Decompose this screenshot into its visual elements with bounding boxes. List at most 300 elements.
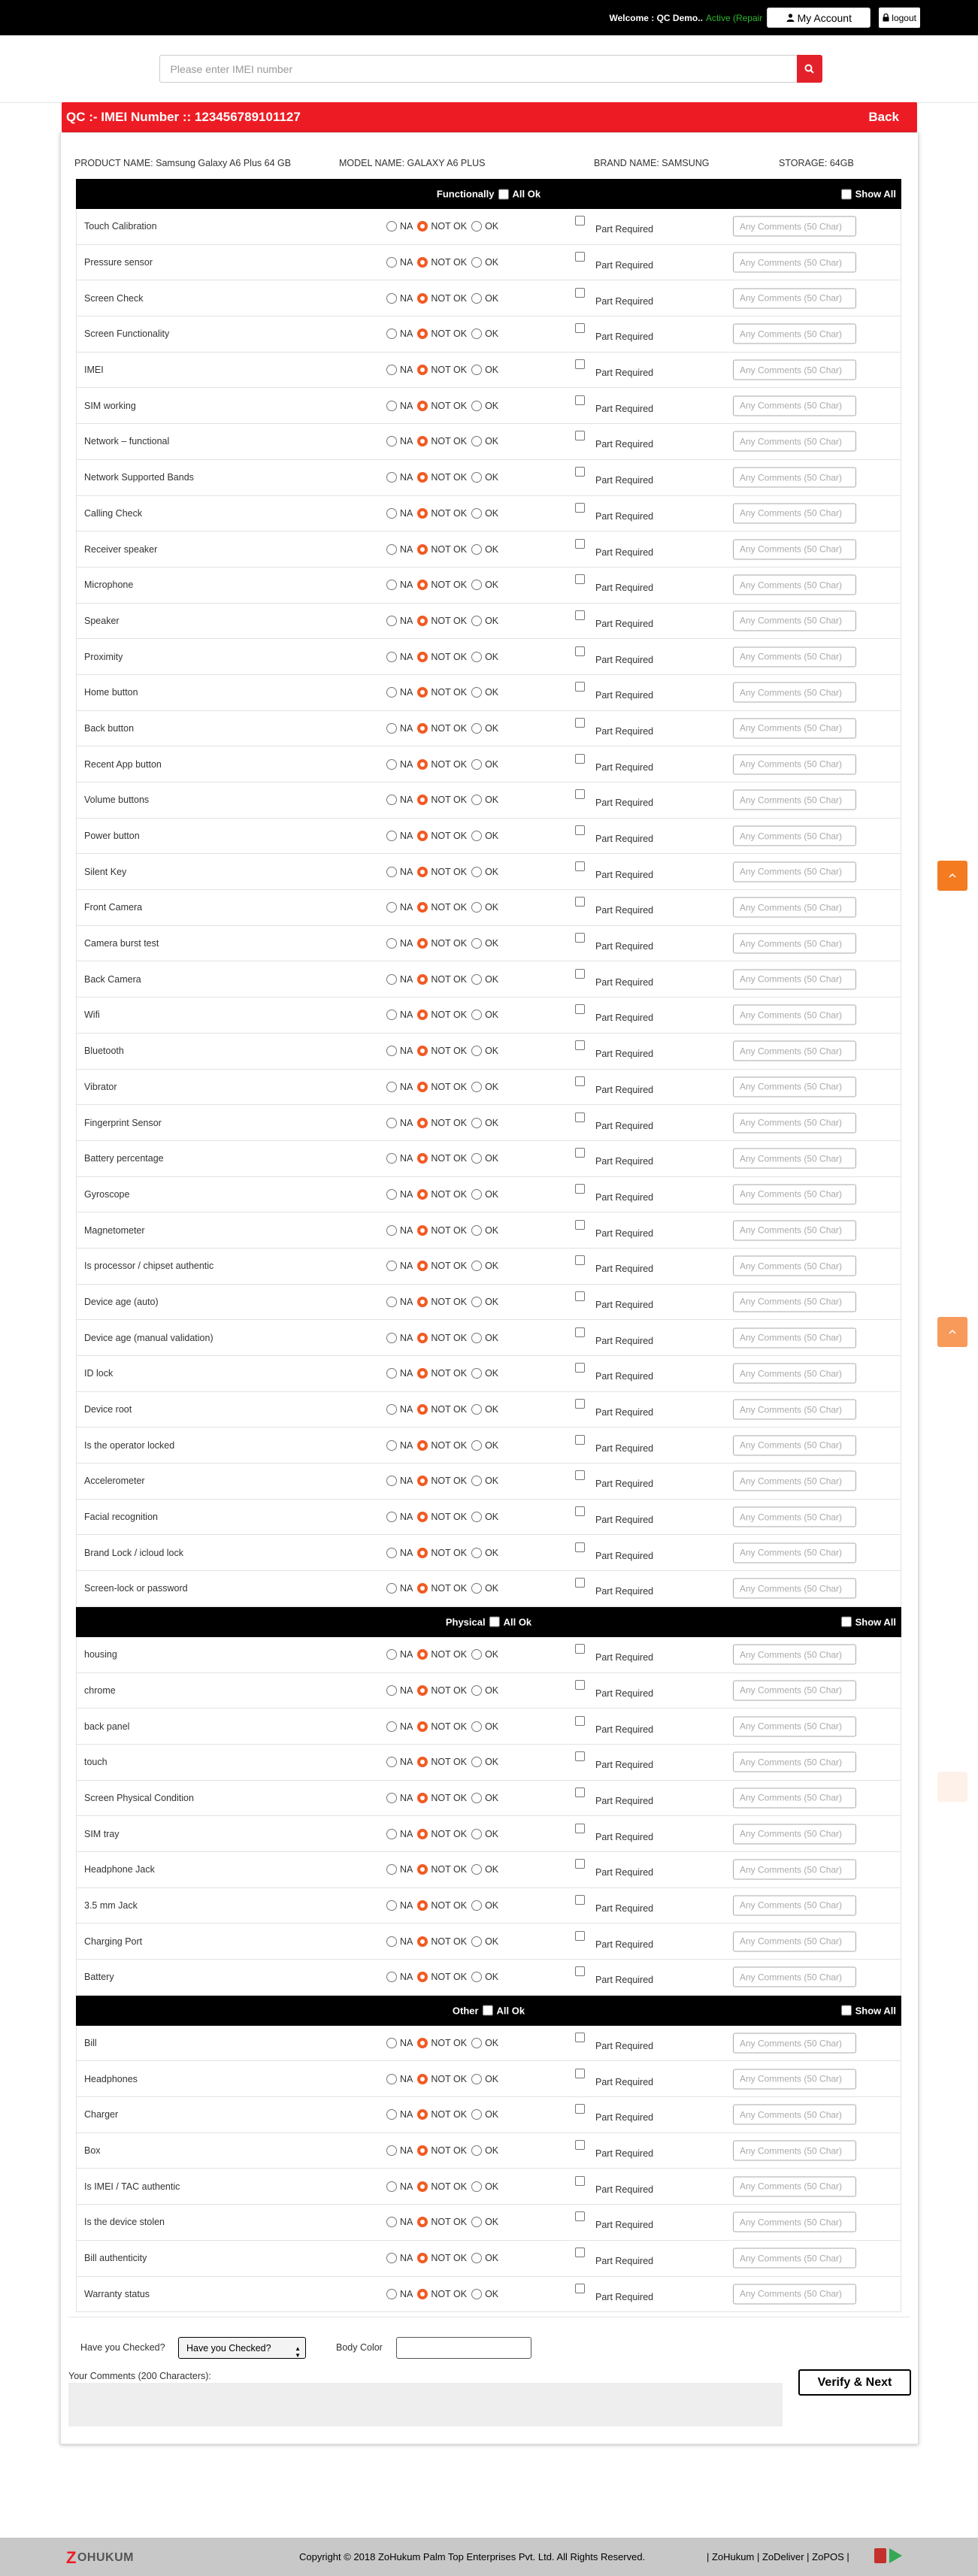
show-all-checkbox[interactable] (841, 2005, 852, 2016)
radio-not-ok[interactable] (417, 2181, 428, 2192)
radio-na[interactable] (386, 401, 397, 411)
radio-not-ok[interactable] (417, 616, 428, 626)
part-required-checkbox[interactable] (575, 1040, 585, 1050)
radio-ok[interactable] (471, 723, 482, 734)
part-required-checkbox[interactable] (575, 1542, 585, 1552)
radio-not-ok[interactable] (417, 1118, 428, 1128)
comment-input[interactable]: Any Comments (50 Char) (733, 288, 856, 308)
radio-ok[interactable] (471, 1649, 482, 1660)
radio-not-ok[interactable] (417, 1046, 428, 1056)
comment-input[interactable]: Any Comments (50 Char) (733, 503, 856, 523)
scroll-top-button[interactable] (937, 861, 967, 891)
part-required-checkbox[interactable] (575, 1291, 585, 1301)
radio-ok[interactable] (471, 2145, 482, 2156)
part-required-checkbox[interactable] (575, 431, 585, 440)
comment-input[interactable]: Any Comments (50 Char) (733, 2212, 856, 2232)
part-required-checkbox[interactable] (575, 1112, 585, 1122)
comment-input[interactable]: Any Comments (50 Char) (733, 683, 856, 703)
comment-input[interactable]: Any Comments (50 Char) (733, 1184, 856, 1204)
radio-ok[interactable] (471, 1583, 482, 1594)
comment-input[interactable]: Any Comments (50 Char) (733, 646, 856, 667)
radio-ok[interactable] (471, 1046, 482, 1056)
radio-na[interactable] (386, 616, 397, 626)
part-required-checkbox[interactable] (575, 1895, 585, 1905)
radio-not-ok[interactable] (417, 1333, 428, 1343)
part-required-checkbox[interactable] (575, 1966, 585, 1976)
part-required-checkbox[interactable] (575, 1255, 585, 1265)
part-required-checkbox[interactable] (575, 574, 585, 584)
radio-ok[interactable] (471, 508, 482, 519)
part-required-checkbox[interactable] (575, 2176, 585, 2186)
radio-ok[interactable] (471, 1512, 482, 1522)
comment-input[interactable]: Any Comments (50 Char) (733, 1645, 856, 1665)
radio-na[interactable] (386, 365, 397, 375)
radio-ok[interactable] (471, 1333, 482, 1343)
verify-next-button[interactable]: Verify & Next (798, 2369, 911, 2396)
radio-na[interactable] (386, 759, 397, 770)
radio-not-ok[interactable] (417, 544, 428, 555)
radio-na[interactable] (386, 2217, 397, 2227)
radio-ok[interactable] (471, 1864, 482, 1875)
radio-ok[interactable] (471, 1010, 482, 1020)
part-required-checkbox[interactable] (575, 323, 585, 333)
radio-not-ok[interactable] (417, 365, 428, 375)
radio-na[interactable] (386, 1900, 397, 1911)
part-required-checkbox[interactable] (575, 503, 585, 513)
part-required-checkbox[interactable] (575, 1787, 585, 1797)
part-required-checkbox[interactable] (575, 1399, 585, 1409)
radio-ok[interactable] (471, 1548, 482, 1558)
radio-na[interactable] (386, 1153, 397, 1164)
radio-ok[interactable] (471, 293, 482, 304)
radio-na[interactable] (386, 2038, 397, 2048)
comment-input[interactable]: Any Comments (50 Char) (733, 1471, 856, 1491)
imei-search-input[interactable]: Please enter IMEI number (159, 55, 797, 83)
all-ok-checkbox[interactable] (498, 189, 508, 199)
radio-na[interactable] (386, 1476, 397, 1486)
radio-not-ok[interactable] (417, 257, 428, 268)
comment-input[interactable]: Any Comments (50 Char) (733, 468, 856, 488)
youtube-icon[interactable] (874, 2548, 886, 2563)
radio-ok[interactable] (471, 1900, 482, 1911)
part-required-checkbox[interactable] (575, 718, 585, 728)
radio-na[interactable] (386, 436, 397, 446)
radio-not-ok[interactable] (417, 1721, 428, 1732)
part-required-checkbox[interactable] (575, 467, 585, 477)
radio-ok[interactable] (471, 1757, 482, 1767)
comment-input[interactable]: Any Comments (50 Char) (733, 1327, 856, 1348)
radio-ok[interactable] (471, 1118, 482, 1128)
radio-na[interactable] (386, 1972, 397, 1982)
radio-na[interactable] (386, 1046, 397, 1056)
part-required-checkbox[interactable] (575, 1076, 585, 1086)
radio-na[interactable] (386, 2181, 397, 2192)
radio-not-ok[interactable] (417, 1829, 428, 1839)
radio-ok[interactable] (471, 1829, 482, 1839)
comment-input[interactable]: Any Comments (50 Char) (733, 1005, 856, 1025)
comment-input[interactable]: Any Comments (50 Char) (733, 934, 856, 954)
radio-ok[interactable] (471, 2181, 482, 2192)
comment-input[interactable]: Any Comments (50 Char) (733, 1680, 856, 1700)
floating-button[interactable] (937, 1772, 967, 1802)
radio-ok[interactable] (471, 1368, 482, 1379)
comment-input[interactable]: Any Comments (50 Char) (733, 1967, 856, 1987)
comment-input[interactable]: Any Comments (50 Char) (733, 324, 856, 344)
part-required-checkbox[interactable] (575, 1716, 585, 1726)
radio-not-ok[interactable] (417, 938, 428, 949)
comment-input[interactable]: Any Comments (50 Char) (733, 2105, 856, 2125)
radio-not-ok[interactable] (417, 1153, 428, 1164)
comment-input[interactable]: Any Comments (50 Char) (733, 1112, 856, 1133)
radio-ok[interactable] (471, 1225, 482, 1236)
part-required-checkbox[interactable] (575, 2069, 585, 2078)
comment-input[interactable]: Any Comments (50 Char) (733, 1507, 856, 1527)
radio-na[interactable] (386, 1936, 397, 1947)
radio-not-ok[interactable] (417, 687, 428, 698)
radio-na[interactable] (386, 1368, 397, 1379)
radio-not-ok[interactable] (417, 1189, 428, 1200)
part-required-checkbox[interactable] (575, 216, 585, 226)
radio-not-ok[interactable] (417, 2038, 428, 2048)
radio-na[interactable] (386, 687, 397, 698)
radio-not-ok[interactable] (417, 508, 428, 519)
radio-ok[interactable] (471, 831, 482, 841)
radio-na[interactable] (386, 580, 397, 590)
part-required-checkbox[interactable] (575, 2104, 585, 2114)
comment-input[interactable]: Any Comments (50 Char) (733, 1931, 856, 1951)
comment-input[interactable]: Any Comments (50 Char) (733, 216, 856, 237)
part-required-checkbox[interactable] (575, 610, 585, 620)
part-required-checkbox[interactable] (575, 359, 585, 369)
radio-ok[interactable] (471, 616, 482, 626)
comment-input[interactable]: Any Comments (50 Char) (733, 1220, 856, 1240)
comment-input[interactable]: Any Comments (50 Char) (733, 1291, 856, 1312)
radio-na[interactable] (386, 1118, 397, 1128)
radio-na[interactable] (386, 723, 397, 734)
radio-na[interactable] (386, 1189, 397, 1200)
google-play-icon[interactable] (889, 2548, 902, 2563)
part-required-checkbox[interactable] (575, 1680, 585, 1690)
radio-not-ok[interactable] (417, 902, 428, 913)
comment-input[interactable]: Any Comments (50 Char) (733, 431, 856, 452)
part-required-checkbox[interactable] (575, 2033, 585, 2042)
part-required-checkbox[interactable] (575, 933, 585, 943)
show-all-checkbox[interactable] (841, 189, 852, 199)
radio-ok[interactable] (471, 2074, 482, 2084)
comment-input[interactable]: Any Comments (50 Char) (733, 1542, 856, 1563)
part-required-checkbox[interactable] (575, 646, 585, 656)
radio-not-ok[interactable] (417, 2074, 428, 2084)
radio-ok[interactable] (471, 580, 482, 590)
radio-ok[interactable] (471, 2253, 482, 2263)
comment-input[interactable]: Any Comments (50 Char) (733, 1364, 856, 1384)
comment-input[interactable]: Any Comments (50 Char) (733, 1895, 856, 1915)
part-required-checkbox[interactable] (575, 1644, 585, 1654)
radio-not-ok[interactable] (417, 2145, 428, 2156)
search-button[interactable] (797, 55, 822, 83)
radio-ok[interactable] (471, 1685, 482, 1696)
comment-input[interactable]: Any Comments (50 Char) (733, 826, 856, 846)
radio-na[interactable] (386, 1440, 397, 1451)
radio-ok[interactable] (471, 365, 482, 375)
radio-not-ok[interactable] (417, 1649, 428, 1660)
radio-not-ok[interactable] (417, 795, 428, 805)
comment-input[interactable]: Any Comments (50 Char) (733, 1041, 856, 1061)
comment-input[interactable]: Any Comments (50 Char) (733, 1149, 856, 1169)
part-required-checkbox[interactable] (575, 825, 585, 835)
radio-ok[interactable] (471, 652, 482, 662)
radio-ok[interactable] (471, 938, 482, 949)
radio-na[interactable] (386, 1297, 397, 1307)
radio-na[interactable] (386, 472, 397, 483)
part-required-checkbox[interactable] (575, 897, 585, 907)
radio-not-ok[interactable] (417, 1404, 428, 1415)
radio-na[interactable] (386, 1512, 397, 1522)
comment-input[interactable]: Any Comments (50 Char) (733, 2033, 856, 2054)
radio-ok[interactable] (471, 1972, 482, 1982)
radio-na[interactable] (386, 2074, 397, 2084)
radio-not-ok[interactable] (417, 974, 428, 985)
part-required-checkbox[interactable] (575, 1578, 585, 1588)
comment-input[interactable]: Any Comments (50 Char) (733, 969, 856, 989)
comment-input[interactable]: Any Comments (50 Char) (733, 395, 856, 416)
radio-na[interactable] (386, 1010, 397, 1020)
part-required-checkbox[interactable] (575, 1004, 585, 1014)
radio-not-ok[interactable] (417, 1010, 428, 1020)
radio-ok[interactable] (471, 1261, 482, 1271)
body-color-input[interactable] (396, 2337, 531, 2359)
radio-not-ok[interactable] (417, 221, 428, 232)
radio-not-ok[interactable] (417, 2109, 428, 2120)
radio-na[interactable] (386, 1864, 397, 1875)
comment-input[interactable]: Any Comments (50 Char) (733, 1860, 856, 1880)
radio-na[interactable] (386, 221, 397, 232)
part-required-checkbox[interactable] (575, 1470, 585, 1480)
radio-na[interactable] (386, 544, 397, 555)
radio-na[interactable] (386, 328, 397, 339)
radio-not-ok[interactable] (417, 1900, 428, 1911)
comment-input[interactable]: Any Comments (50 Char) (733, 898, 856, 918)
comment-input[interactable]: Any Comments (50 Char) (733, 2176, 856, 2196)
radio-ok[interactable] (471, 1297, 482, 1307)
part-required-checkbox[interactable] (575, 1220, 585, 1230)
radio-na[interactable] (386, 508, 397, 519)
radio-na[interactable] (386, 2253, 397, 2263)
radio-na[interactable] (386, 831, 397, 841)
radio-ok[interactable] (471, 544, 482, 555)
radio-ok[interactable] (471, 1440, 482, 1451)
footer-links[interactable]: | ZoHukum | ZoDeliver | ZoPOS | (707, 2551, 849, 2562)
radio-not-ok[interactable] (417, 2217, 428, 2227)
radio-ok[interactable] (471, 472, 482, 483)
radio-not-ok[interactable] (417, 1082, 428, 1092)
radio-na[interactable] (386, 795, 397, 805)
part-required-checkbox[interactable] (575, 969, 585, 979)
comment-input[interactable]: Any Comments (50 Char) (733, 718, 856, 738)
comment-input[interactable]: Any Comments (50 Char) (733, 253, 856, 273)
radio-ok[interactable] (471, 1404, 482, 1415)
comment-input[interactable]: Any Comments (50 Char) (733, 2284, 856, 2304)
show-all-checkbox[interactable] (841, 1617, 852, 1627)
radio-not-ok[interactable] (417, 867, 428, 877)
comment-input[interactable]: Any Comments (50 Char) (733, 1579, 856, 1599)
radio-ok[interactable] (471, 687, 482, 698)
part-required-checkbox[interactable] (575, 1148, 585, 1158)
part-required-checkbox[interactable] (575, 2140, 585, 2150)
comment-input[interactable]: Any Comments (50 Char) (733, 1716, 856, 1736)
back-link[interactable]: Back (868, 110, 899, 124)
radio-na[interactable] (386, 2289, 397, 2299)
radio-not-ok[interactable] (417, 1261, 428, 1271)
radio-na[interactable] (386, 1793, 397, 1803)
radio-ok[interactable] (471, 257, 482, 268)
radio-na[interactable] (386, 1333, 397, 1343)
comment-input[interactable]: Any Comments (50 Char) (733, 1824, 856, 1844)
radio-ok[interactable] (471, 1793, 482, 1803)
radio-ok[interactable] (471, 795, 482, 805)
radio-ok[interactable] (471, 867, 482, 877)
part-required-checkbox[interactable] (575, 539, 585, 549)
scroll-up-button[interactable] (937, 1317, 967, 1347)
radio-na[interactable] (386, 1261, 397, 1271)
radio-ok[interactable] (471, 759, 482, 770)
part-required-checkbox[interactable] (575, 1824, 585, 1833)
radio-ok[interactable] (471, 401, 482, 411)
radio-not-ok[interactable] (417, 1972, 428, 1982)
comment-input[interactable]: Any Comments (50 Char) (733, 360, 856, 380)
part-required-checkbox[interactable] (575, 288, 585, 298)
radio-not-ok[interactable] (417, 1297, 428, 1307)
radio-not-ok[interactable] (417, 1793, 428, 1803)
comment-input[interactable]: Any Comments (50 Char) (733, 2248, 856, 2269)
part-required-checkbox[interactable] (575, 1859, 585, 1869)
comment-input[interactable]: Any Comments (50 Char) (733, 1435, 856, 1455)
radio-not-ok[interactable] (417, 328, 428, 339)
comment-input[interactable]: Any Comments (50 Char) (733, 1752, 856, 1772)
radio-not-ok[interactable] (417, 293, 428, 304)
radio-na[interactable] (386, 257, 397, 268)
part-required-checkbox[interactable] (575, 682, 585, 692)
radio-na[interactable] (386, 1757, 397, 1767)
radio-ok[interactable] (471, 328, 482, 339)
radio-not-ok[interactable] (417, 1936, 428, 1947)
radio-not-ok[interactable] (417, 1512, 428, 1522)
radio-not-ok[interactable] (417, 723, 428, 734)
part-required-checkbox[interactable] (575, 861, 585, 871)
radio-not-ok[interactable] (417, 831, 428, 841)
radio-ok[interactable] (471, 2217, 482, 2227)
radio-ok[interactable] (471, 1476, 482, 1486)
radio-na[interactable] (386, 1685, 397, 1696)
part-required-checkbox[interactable] (575, 1435, 585, 1445)
radio-not-ok[interactable] (417, 1476, 428, 1486)
radio-ok[interactable] (471, 221, 482, 232)
comment-input[interactable]: Any Comments (50 Char) (733, 1787, 856, 1808)
radio-ok[interactable] (471, 902, 482, 913)
radio-na[interactable] (386, 2145, 397, 2156)
radio-not-ok[interactable] (417, 580, 428, 590)
comment-input[interactable]: Any Comments (50 Char) (733, 861, 856, 882)
radio-ok[interactable] (471, 2289, 482, 2299)
radio-na[interactable] (386, 867, 397, 877)
radio-ok[interactable] (471, 2109, 482, 2120)
part-required-checkbox[interactable] (575, 1363, 585, 1373)
radio-not-ok[interactable] (417, 2253, 428, 2263)
radio-ok[interactable] (471, 1082, 482, 1092)
radio-na[interactable] (386, 1649, 397, 1660)
radio-not-ok[interactable] (417, 1548, 428, 1558)
radio-ok[interactable] (471, 1936, 482, 1947)
comment-input[interactable]: Any Comments (50 Char) (733, 1400, 856, 1420)
radio-ok[interactable] (471, 1153, 482, 1164)
comment-input[interactable]: Any Comments (50 Char) (733, 2069, 856, 2089)
comment-input[interactable]: Any Comments (50 Char) (733, 2141, 856, 2161)
part-required-checkbox[interactable] (575, 1931, 585, 1941)
radio-na[interactable] (386, 1082, 397, 1092)
comment-input[interactable]: Any Comments (50 Char) (733, 790, 856, 810)
comment-input[interactable]: Any Comments (50 Char) (733, 610, 856, 631)
radio-not-ok[interactable] (417, 1864, 428, 1875)
radio-na[interactable] (386, 1225, 397, 1236)
part-required-checkbox[interactable] (575, 395, 585, 405)
part-required-checkbox[interactable] (575, 754, 585, 764)
radio-not-ok[interactable] (417, 472, 428, 483)
radio-na[interactable] (386, 974, 397, 985)
comment-input[interactable]: Any Comments (50 Char) (733, 754, 856, 774)
radio-not-ok[interactable] (417, 401, 428, 411)
comments-textarea[interactable] (68, 2383, 783, 2426)
radio-na[interactable] (386, 293, 397, 304)
radio-not-ok[interactable] (417, 1440, 428, 1451)
logout-button[interactable] (878, 7, 921, 29)
comment-input[interactable]: Any Comments (50 Char) (733, 575, 856, 595)
part-required-checkbox[interactable] (575, 1327, 585, 1337)
part-required-checkbox[interactable] (575, 1506, 585, 1516)
all-ok-checkbox[interactable] (489, 1617, 500, 1627)
part-required-checkbox[interactable] (575, 252, 585, 262)
part-required-checkbox[interactable] (575, 2211, 585, 2221)
all-ok-checkbox[interactable] (483, 2005, 493, 2016)
comment-input[interactable]: Any Comments (50 Char) (733, 1256, 856, 1276)
radio-na[interactable] (386, 1583, 397, 1594)
radio-ok[interactable] (471, 1189, 482, 1200)
radio-not-ok[interactable] (417, 436, 428, 446)
radio-ok[interactable] (471, 436, 482, 446)
radio-na[interactable] (386, 2109, 397, 2120)
radio-na[interactable] (386, 938, 397, 949)
part-required-checkbox[interactable] (575, 2248, 585, 2257)
my-account-button[interactable] (767, 8, 871, 28)
part-required-checkbox[interactable] (575, 2284, 585, 2293)
radio-na[interactable] (386, 652, 397, 662)
radio-not-ok[interactable] (417, 1757, 428, 1767)
radio-na[interactable] (386, 1721, 397, 1732)
radio-not-ok[interactable] (417, 1368, 428, 1379)
radio-na[interactable] (386, 902, 397, 913)
radio-ok[interactable] (471, 974, 482, 985)
radio-not-ok[interactable] (417, 1583, 428, 1594)
part-required-checkbox[interactable] (575, 1184, 585, 1194)
radio-not-ok[interactable] (417, 759, 428, 770)
radio-na[interactable] (386, 1404, 397, 1415)
radio-not-ok[interactable] (417, 2289, 428, 2299)
have-checked-select[interactable] (178, 2337, 306, 2359)
radio-na[interactable] (386, 1829, 397, 1839)
radio-not-ok[interactable] (417, 1225, 428, 1236)
radio-not-ok[interactable] (417, 652, 428, 662)
comment-input[interactable]: Any Comments (50 Char) (733, 539, 856, 559)
part-required-checkbox[interactable] (575, 1751, 585, 1761)
